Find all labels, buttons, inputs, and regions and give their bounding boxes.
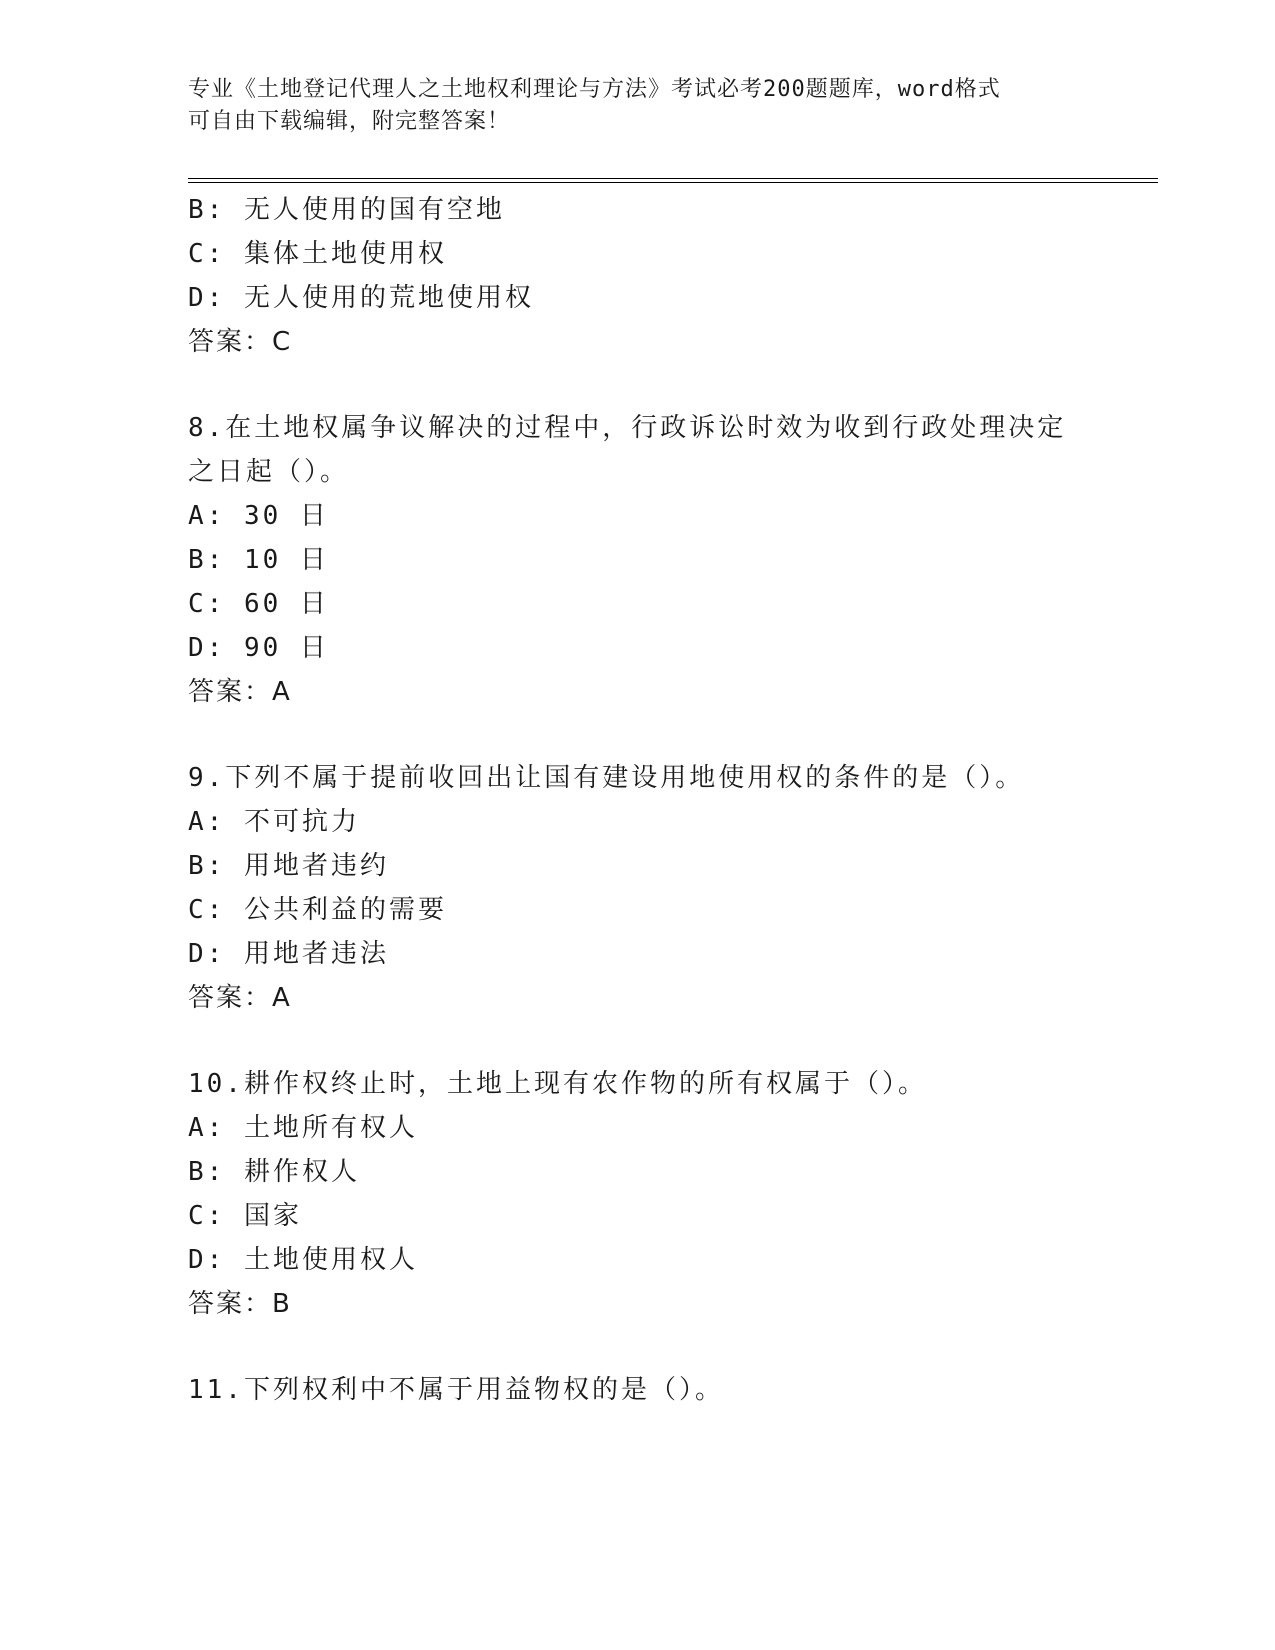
header-line-1: 专业《土地登记代理人之土地权利理论与方法》考试必考200题题库，word格式: [188, 77, 1001, 102]
q8-option-b: B: 10 日: [188, 545, 329, 575]
q9-option-b: B: 用地者违约: [188, 851, 389, 881]
q8-answer: 答案：A: [188, 677, 292, 707]
q9-option-c: C: 公共利益的需要: [188, 895, 447, 925]
header-divider: [188, 178, 1158, 183]
q9-stem: 9.下列不属于提前收回出让国有建设用地使用权的条件的是（）。: [188, 763, 1025, 793]
q7-option-d: D: 无人使用的荒地使用权: [188, 283, 534, 313]
q7-option-c: C: 集体土地使用权: [188, 239, 447, 269]
q9-answer: 答案：A: [188, 983, 292, 1013]
q8-option-a: A: 30 日: [188, 501, 329, 531]
q10-option-d: D: 土地使用权人: [188, 1245, 418, 1275]
q8-option-c: C: 60 日: [188, 589, 329, 619]
q9-option-d: D: 用地者违法: [188, 939, 389, 969]
q8-stem-line-1: 8.在土地权属争议解决的过程中，行政诉讼时效为收到行政处理决定: [188, 413, 1067, 443]
q10-answer: 答案：B: [188, 1289, 292, 1319]
q10-option-a: A: 土地所有权人: [188, 1113, 418, 1143]
header-line-2: 可自由下载编辑，附完整答案！: [188, 109, 511, 134]
q9-option-a: A: 不可抗力: [188, 807, 360, 837]
q8-stem-line-2: 之日起（）。: [188, 457, 350, 487]
q7-option-b: B: 无人使用的国有空地: [188, 195, 505, 225]
q10-option-b: B: 耕作权人: [188, 1157, 360, 1187]
q10-option-c: C: 国家: [188, 1201, 302, 1231]
q8-option-d: D: 90 日: [188, 633, 329, 663]
q10-stem: 10.耕作权终止时，土地上现有农作物的所有权属于（）。: [188, 1069, 927, 1099]
document-header: [188, 74, 1088, 138]
q11-stem: 11.下列权利中不属于用益物权的是（）。: [188, 1375, 724, 1405]
q7-answer: 答案：C: [188, 327, 293, 357]
